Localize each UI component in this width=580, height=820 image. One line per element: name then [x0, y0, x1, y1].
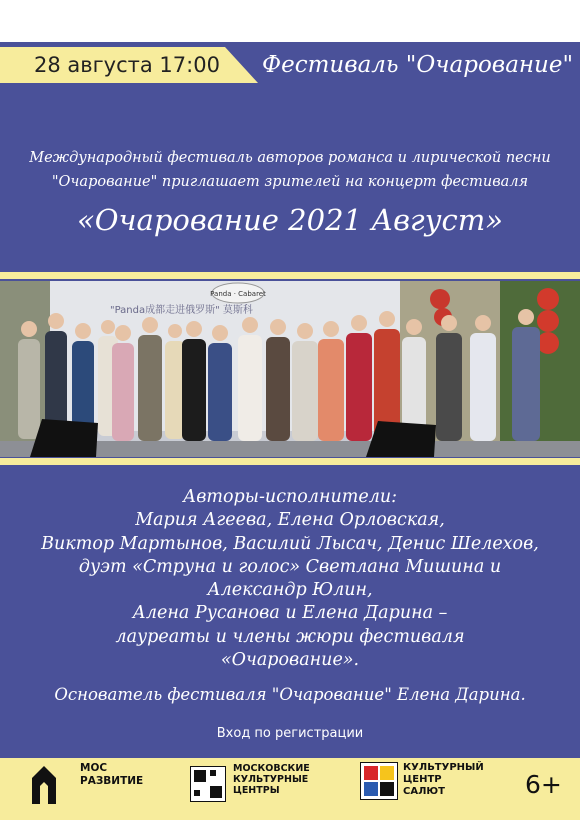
kc-line-1: КУЛЬТУРНЫЙ — [403, 762, 484, 773]
authors-line: Александр Юлин, — [207, 580, 373, 601]
photo-logo-text: Panda · Cabaret — [210, 290, 266, 298]
authors-line: лауреаты и члены жюри фестиваля — [115, 626, 465, 647]
mos-line-2: РАЗВИТИЕ — [80, 775, 144, 787]
age-rating: 6+ — [525, 770, 562, 799]
mos-razvitie-logo-icon — [32, 760, 56, 804]
divider-bottom — [0, 458, 580, 465]
mk-line-3: ЦЕНТРЫ — [233, 785, 280, 796]
authors-line: Виктор Мартынов, Василий Лысач, Денис Шелехов, — [41, 533, 539, 554]
photo-banner-text: "Panda成都走进俄罗斯" 莫斯科 — [110, 305, 253, 316]
mos-line-1: МОС — [80, 762, 108, 774]
intro-text — [0, 146, 580, 194]
authors-heading: Авторы-исполнители: — [182, 487, 398, 507]
top-white-band — [0, 0, 580, 42]
footer-bar — [0, 758, 580, 820]
kc-line-3: САЛЮТ — [403, 786, 445, 797]
group-photo-image — [0, 281, 580, 457]
moscow-culture-centers-logo-icon — [190, 766, 226, 802]
concert-title: «Очарование 2021 Август» — [76, 203, 504, 237]
founder-text: Основатель фестиваля "Очарование" Елена Дарина. — [54, 685, 526, 704]
moscow-culture-centers-logo-text — [233, 763, 310, 796]
entry-note: Вход по регистрации — [216, 726, 364, 741]
mk-line-1: МОСКОВСКИЕ — [233, 763, 310, 774]
kc-line-2: ЦЕНТР — [403, 774, 442, 785]
salyut-center-logo-text — [403, 762, 484, 798]
intro-line-1: Международный фестиваль авторов романса и лирической песни — [29, 150, 551, 166]
mos-razvitie-logo-text — [80, 762, 143, 788]
event-date: 28 августа 17:00 — [34, 53, 220, 77]
authors-line: Мария Агеева, Елена Орловская, — [135, 510, 445, 531]
group-photo — [0, 281, 580, 457]
salyut-center-logo-icon — [360, 762, 398, 800]
authors-line: Алена Русанова и Елена Дарина – — [132, 603, 448, 624]
authors-block — [0, 486, 580, 672]
intro-line-2: "Очарование" приглашает зрителей на концерт фестиваля — [51, 174, 529, 190]
authors-line: дуэт «Струна и голос» Светлана Мишина и — [78, 556, 502, 577]
festival-title: Фестиваль "Очарование" — [262, 52, 574, 78]
authors-line: «Очарование». — [220, 650, 360, 671]
divider-top — [0, 272, 580, 279]
mk-line-2: КУЛЬТУРНЫЕ — [233, 774, 309, 785]
